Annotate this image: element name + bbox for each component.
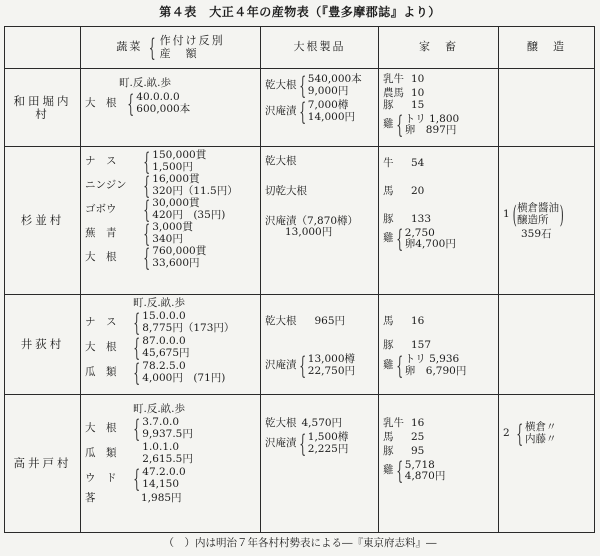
iogi-chicken-label: 雞 [383, 358, 394, 371]
iogi-ls-value: 157 [411, 338, 432, 351]
iogi-veg-label: ナ ス [85, 315, 117, 328]
wada-ls-label: 農馬 [383, 86, 404, 99]
suginami-veg-qty: 30,000貫 [152, 197, 200, 210]
suginami-takuan-yen: 13,000円 [285, 226, 333, 239]
wada-chicken-label: 雞 [383, 118, 394, 131]
products-table [4, 26, 595, 533]
village-suginami: 杉並村 [5, 147, 81, 295]
table-title: 第４表 大正４年の産物表（『豊多摩郡誌』より） [159, 5, 441, 19]
wada-vegetables [81, 69, 261, 147]
suginami-brewery-count: 1 [503, 207, 510, 220]
brace-icon: { [143, 196, 151, 224]
iogi-veg-area: 78.2.5.0 [142, 360, 186, 372]
brace-icon: { [133, 308, 141, 337]
iogi-kandaikon-label: 乾大根 [265, 315, 297, 327]
wada-ls-value: 10 [411, 73, 425, 85]
takaido-ls-label: 馬 [383, 430, 394, 443]
suginami-veg-yen: 320円（11.5円） [152, 185, 238, 197]
iogi-ls-label: 豚 [383, 338, 394, 351]
row-iogi [5, 295, 595, 395]
wada-veg-amount: 600,000本 [136, 102, 191, 115]
brace-icon: { [143, 244, 151, 272]
takaido-chicken-eggs: 4,870円 [404, 470, 446, 483]
row-wada [5, 69, 595, 147]
header-vegetable-amount: 産 額 [159, 46, 199, 60]
iogi-unit-header: 町.反.畝.歩 [133, 297, 186, 309]
takaido-brewing [499, 395, 595, 533]
takaido-chicken-birds: 5,718 [404, 458, 435, 471]
suginami-veg-label: ナ ス [85, 155, 117, 168]
takaido-takuan-yen: 2,225円 [307, 442, 349, 455]
brace-icon: { [133, 333, 141, 362]
wada-takuan-yen: 14,000円 [307, 111, 356, 123]
brace-icon: { [143, 220, 151, 248]
takaido-daikon [261, 395, 379, 533]
takaido-chicken-label: 雞 [383, 464, 394, 477]
suginami-veg-label: 蕪 青 [85, 227, 117, 240]
wada-ls-value: 10 [411, 86, 425, 99]
takaido-brewery-count: 2 [503, 427, 510, 440]
suginami-veg-label: ニンジン [85, 179, 127, 192]
iogi-veg-label: 瓜 類 [85, 365, 117, 378]
iogi-takuan-label: 沢庵漬 [265, 358, 297, 371]
suginami-brewing [499, 147, 595, 295]
iogi-veg-yen: 8,775円（173円） [142, 321, 235, 334]
brace-icon: { [515, 420, 523, 448]
footnote: （ ）内は明治７年各村村勢表による―『東京府志料』― [163, 537, 437, 549]
takaido-ls-value: 16 [411, 417, 425, 429]
village-takaido: 高井戸村 [5, 395, 81, 533]
brace-icon: { [133, 414, 141, 443]
suginami-veg-qty: 760,000貫 [152, 245, 207, 258]
wada-kandaikon-yen: 9,000円 [307, 85, 349, 97]
village-iogi: 井荻村 [5, 295, 81, 395]
iogi-brewing [499, 295, 595, 395]
iogi-veg-label: 大 根 [85, 340, 117, 353]
row-takaido [5, 395, 595, 533]
iogi-ls-value: 16 [411, 315, 425, 327]
suginami-veg-yen: 420円 (35円) [152, 209, 226, 221]
wada-veg-label: 大 根 [85, 96, 117, 109]
suginami-ls-label: 牛 [383, 157, 394, 169]
wada-ls-label: 豚 [383, 98, 394, 111]
brace-icon: { [143, 148, 151, 176]
suginami-vegetables [81, 147, 261, 295]
brace-icon: { [133, 464, 141, 493]
iogi-ls-label: 馬 [383, 315, 394, 327]
suginami-chicken-eggs: 卵4,700円 [404, 238, 456, 251]
suginami-daikon [261, 147, 379, 295]
wada-livestock [379, 69, 499, 147]
wada-chicken-eggs: 卵 897円 [404, 124, 457, 137]
takaido-veg-area: 3.7.0.0 [142, 416, 180, 428]
takaido-veg-yen: 14,150 [142, 477, 180, 490]
takaido-takuan-qty: 1,500樽 [307, 431, 349, 443]
takaido-brewery-name: 横倉〃 [524, 421, 557, 434]
takaido-kandaikon-label: 乾大根 [265, 417, 297, 429]
wada-kandaikon-qty: 540,000本 [307, 73, 362, 86]
takaido-veg-area: 1.0.1.0 [142, 441, 180, 453]
iogi-veg-area: 15.0.0.0 [142, 310, 186, 322]
suginami-veg-qty: 150,000貫 [152, 149, 207, 162]
brace-icon: { [127, 89, 135, 118]
takaido-veg-area: 47.2.0.0 [142, 466, 186, 478]
brace-icon: { [143, 172, 151, 200]
iogi-veg-yen: 4,000円 (71円) [142, 371, 226, 384]
takaido-brewery-name: 内藤〃 [524, 433, 557, 445]
brace-icon: ) [559, 200, 564, 229]
takaido-myoga-yen: 1,985円 [141, 491, 182, 504]
suginami-veg-label: 大 根 [85, 251, 117, 264]
header-vegetable-area: 作付け反別 [159, 34, 225, 48]
suginami-veg-qty: 3,000貫 [152, 221, 193, 234]
header-vegetable-name: 蔬菜 [116, 40, 143, 54]
brace-icon: ( [512, 200, 517, 229]
suginami-veg-yen: 1,500円 [152, 161, 193, 173]
wada-brewing [499, 69, 595, 147]
unit-header: 町.反.畝.歩 [119, 77, 172, 89]
takaido-ls-label: 豚 [383, 444, 394, 457]
takaido-kandaikon-yen: 4,570円 [301, 417, 343, 429]
takaido-veg-label: 瓜 類 [85, 446, 117, 459]
takaido-myoga-label: 茖 [85, 491, 96, 504]
suginami-ls-label: 豚 [383, 212, 394, 225]
suginami-chicken-label: 雞 [383, 232, 394, 245]
brace-icon: { [298, 72, 306, 100]
iogi-veg-yen: 45,675円 [142, 346, 190, 359]
suginami-livestock [379, 147, 499, 295]
iogi-takuan-yen: 22,750円 [307, 364, 356, 377]
takaido-ls-value: 95 [411, 444, 425, 457]
takaido-ls-value: 25 [411, 430, 425, 443]
brace-icon: { [149, 33, 157, 62]
wada-chicken-birds: トリ 1,800 [404, 112, 460, 125]
village-wada: 和田堀内村 [5, 69, 81, 147]
iogi-daikon [261, 295, 379, 395]
takaido-veg-yen: 9,937.5円 [142, 427, 193, 440]
suginami-ls-label: 馬 [383, 184, 394, 197]
suginami-brewery-name: 横倉醬油 [517, 201, 560, 214]
suginami-veg-qty: 16,000貫 [152, 173, 200, 186]
header-daikon: 大根製品 [261, 27, 379, 69]
brace-icon: { [395, 457, 403, 486]
suginami-takuan: 沢庵漬（7,870樽） [265, 214, 359, 227]
header-livestock: 家 畜 [379, 27, 499, 69]
brace-icon: { [298, 429, 306, 458]
iogi-livestock [379, 295, 499, 395]
takaido-veg-label: ウ ド [85, 471, 117, 484]
wada-daikon [261, 69, 379, 147]
takaido-takuan-label: 沢庵漬 [265, 436, 297, 449]
suginami-kandaikon: 乾大根 [265, 155, 297, 167]
row-suginami [5, 147, 595, 295]
iogi-vegetables [81, 295, 261, 395]
brace-icon: { [395, 351, 403, 380]
brace-icon: { [133, 358, 141, 387]
takaido-livestock [379, 395, 499, 533]
takaido-vegetables [81, 395, 261, 533]
wada-takuan-label: 沢庵漬 [265, 105, 297, 118]
suginami-kiriboshi: 切乾大根 [265, 184, 307, 197]
suginami-brewery-type: 醸造所 [517, 213, 549, 226]
header-village [5, 27, 81, 69]
header-vegetable [81, 27, 261, 69]
suginami-ls-value: 54 [411, 157, 425, 169]
suginami-ls-value: 20 [411, 184, 425, 197]
iogi-takuan-qty: 13,000樽 [307, 353, 356, 365]
takaido-veg-label: 大 根 [85, 421, 117, 434]
suginami-veg-yen: 340円 [152, 233, 183, 245]
brace-icon: { [298, 98, 306, 126]
wada-ls-label: 乳牛 [383, 73, 404, 85]
iogi-veg-area: 87.0.0.0 [142, 335, 186, 347]
iogi-chicken-eggs: 卵 6,790円 [404, 364, 467, 377]
suginami-veg-yen: 33,600円 [152, 257, 200, 269]
wada-veg-area: 40.0.0.0 [136, 91, 180, 103]
takaido-veg-yen: 2,615.5円 [142, 452, 193, 465]
iogi-kandaikon-yen: 965円 [314, 315, 346, 327]
wada-takuan-qty: 7,000樽 [307, 99, 349, 112]
wada-kandaikon-label: 乾大根 [265, 79, 297, 92]
suginami-veg-label: ゴボウ [85, 203, 117, 216]
takaido-unit-header: 町.反.畝.歩 [133, 403, 186, 415]
header-row [5, 27, 595, 69]
brace-icon: { [395, 111, 403, 140]
iogi-chicken-birds: トリ 5,936 [404, 352, 460, 365]
brace-icon: { [395, 225, 403, 254]
suginami-ls-value: 133 [411, 212, 432, 225]
header-brewing: 醸 造 [499, 27, 595, 69]
brace-icon: { [298, 351, 306, 380]
suginami-brewery-koku: 359石 [521, 227, 552, 240]
takaido-ls-label: 乳牛 [383, 417, 404, 429]
suginami-chicken-birds: 2,750 [404, 226, 435, 239]
wada-ls-value: 15 [411, 98, 425, 111]
